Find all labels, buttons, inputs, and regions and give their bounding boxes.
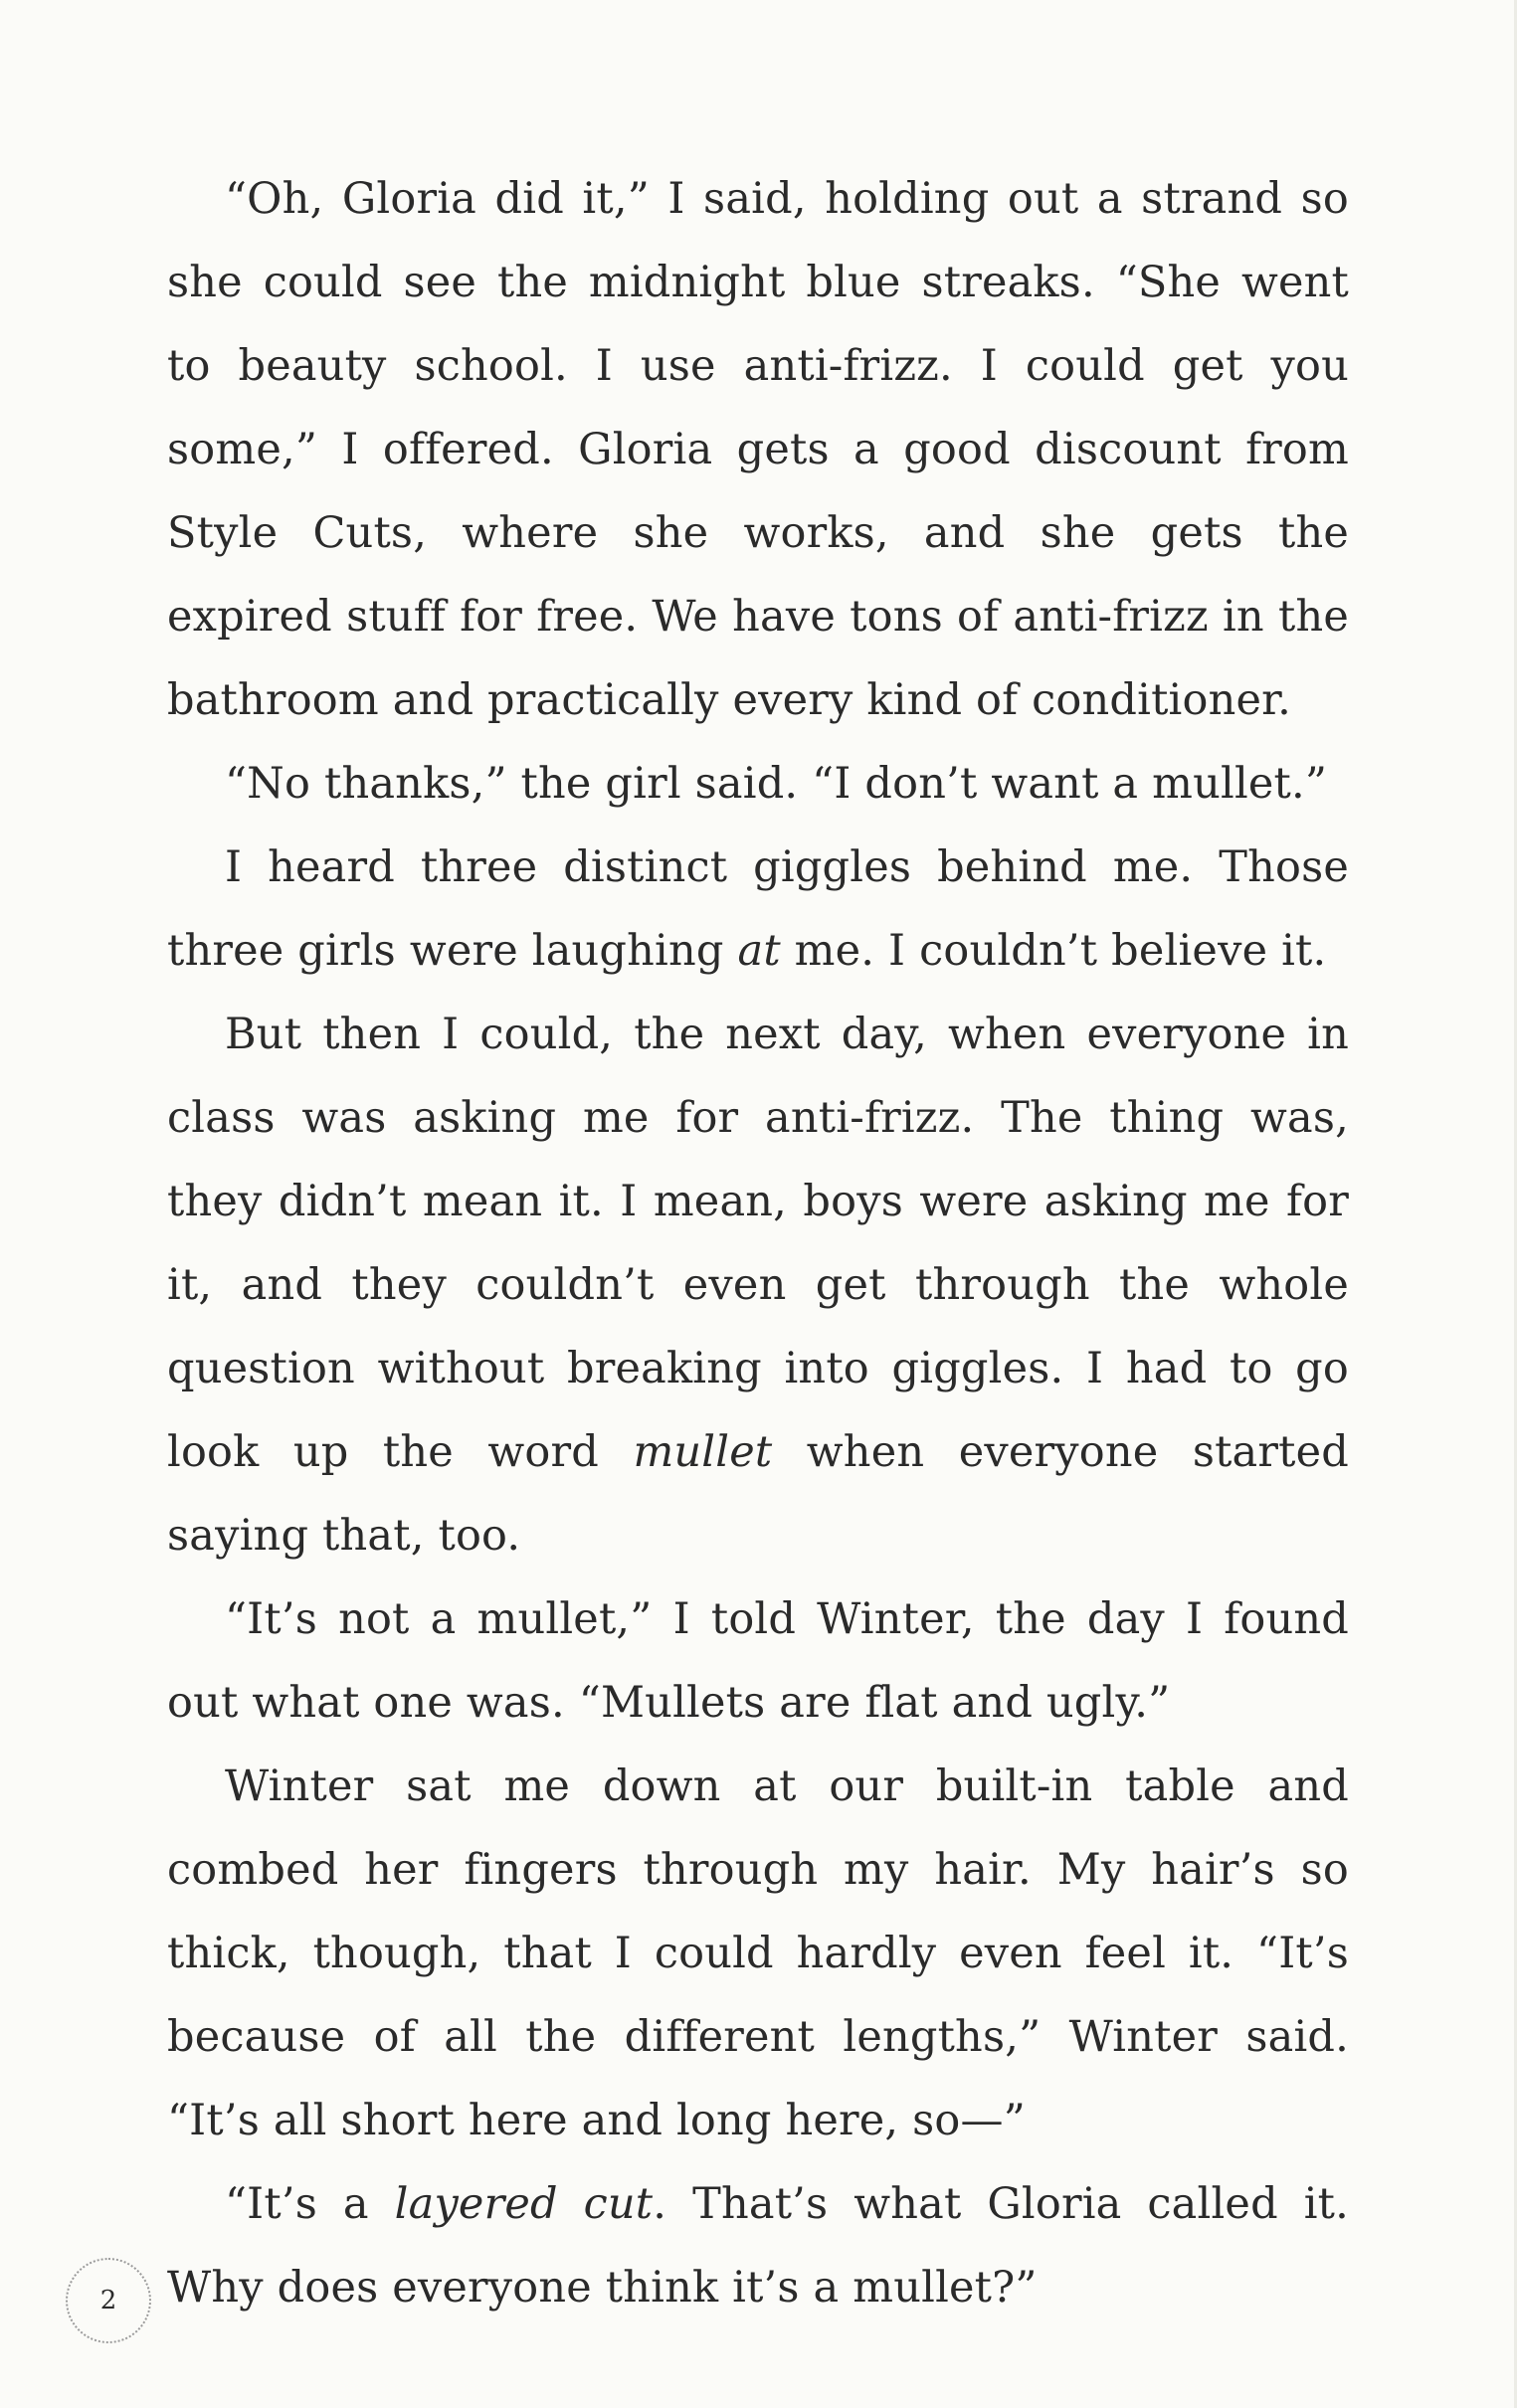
paragraph [167,826,1349,993]
paragraph [167,157,1349,742]
text-run: But then I could, the next day, when everyone in class was asking me for anti-frizz. The thing was, they didn’t mean it. I mean, boys were asking me for it, and they couldn’t even get through the whole question without breaking into giggles. I had to go look up the word [167,1010,1349,1477]
text-run: . That’s what Gloria called it. Why does everyone think it’s a mullet?” [167,2179,1350,2313]
italic-text: at [737,926,781,976]
text-run: I heard three distinct giggles behind me. Those three girls were laughing [167,842,1349,976]
text-run: “Oh, Gloria did it,” I said, holding out a strand so she could see the midnight blue streaks. “She went to beauty school. I use anti-frizz. I could get you some,” I offered. Gloria gets a good discount from Style Cuts, where she works, and she gets the expired stuff for free. We have tons of anti-frizz in the bathroom and practically every kind of conditioner. [167,174,1349,725]
body-text [167,157,1349,2329]
text-run: “It’s not a mullet,” I told Winter, the day I found out what one was. “Mullets are flat and ugly.” [167,1594,1349,1728]
paragraph [167,2162,1349,2329]
paragraph [167,993,1349,1577]
page-number-badge [66,2258,151,2343]
text-run: me. I couldn’t believe it. [780,926,1327,976]
text-run: when everyone started saying that, too. [167,1427,1350,1561]
paragraph [167,742,1349,826]
text-run: Winter sat me down at our built-in table and combed her fingers through my hair. My hair’s so thick, though, that I could hardly even feel it. “It’s because of all the different lengths,” Winter said. “It’s all short here and long here, so—” [167,1761,1349,2145]
italic-text: mullet [633,1427,773,1477]
page-number: 2 [99,2286,117,2315]
italic-text: layered cut [394,2179,654,2229]
paragraph [167,1745,1349,2162]
text-run: “It’s a [225,2179,395,2229]
paragraph [167,1577,1349,1745]
text-run: “No thanks,” the girl said. “I don’t want a mullet.” [225,759,1328,809]
